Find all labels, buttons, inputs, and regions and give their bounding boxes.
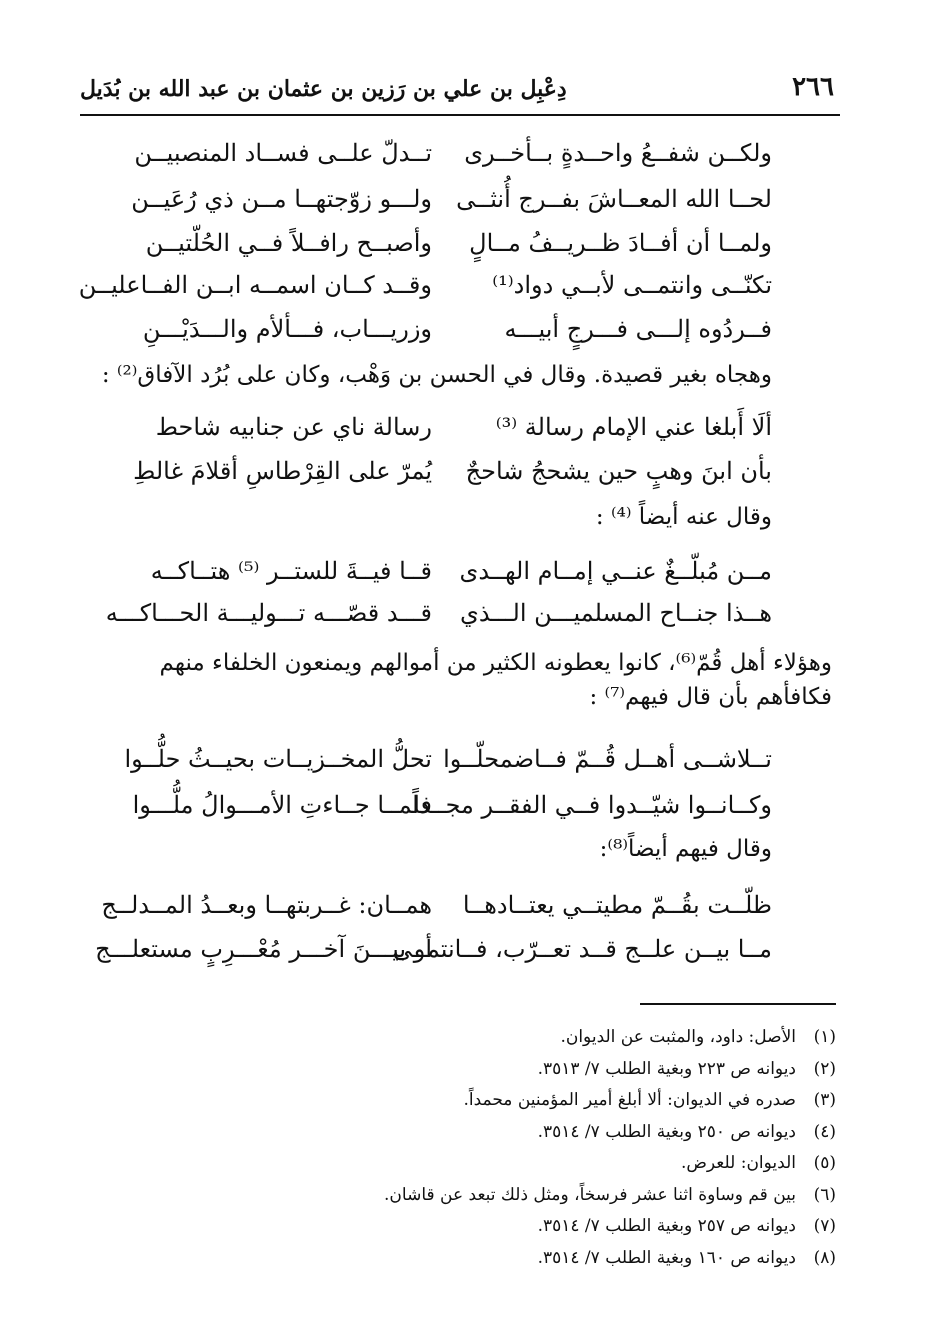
verse-7-second-hemistich: يُمرّ على القِرْطاسِ أقلامَ غالطِ <box>133 457 432 485</box>
verse-9-first-hemistich: هــذا جنــاح المسلميـــن الـــذي <box>460 599 772 627</box>
page-number: ٢٦٦ <box>792 72 834 102</box>
page-header <box>80 70 840 116</box>
verse-1-first-hemistich: ولكــن شفــعُ واحــدةٍ بــأخــرى <box>464 139 772 167</box>
verse-5-second-hemistich: وزريـــاب، فـــألأم والـــدَيْـــنِ <box>142 315 432 343</box>
footnote-item <box>116 1243 836 1275</box>
footnote-text: بين قم وساوة اثنا عشر فرسخاً، ومثل ذلك تبعد عن قاشان. <box>384 1184 796 1205</box>
footnote-number: (٣) <box>813 1090 836 1110</box>
footnote-number: (٤) <box>813 1121 836 1142</box>
verse-10-first-hemistich: تــلاشــى أهــل قُــمّ فــاضمحلّــوا <box>443 745 772 773</box>
verse-3-second-hemistich: وأصبــح رافــلاً فــي الحُلّتيــن <box>145 229 432 257</box>
prose-paragraph-1: وهجاه بغير قصيدة. وقال في الحسن بن وَهْب، وكان على بُرُد الآفاق⁽²⁾ : <box>101 362 772 388</box>
footnote-number: (٦) <box>813 1184 836 1205</box>
footnote-text: الأصل: داود، والمثبت عن الديوان. <box>560 1027 796 1047</box>
footnote-text: ديوانه ص ٢٥٧ وبغية الطلب ٧/ ٣٥١٤. <box>537 1216 796 1236</box>
prose-paragraph-3: وهؤلاء أهل قُمّ⁽⁶⁾، كانوا يعطونه الكثير من أموالهم ويمنعون الخلفاء منهم فكافأهم بأن قال فيهم⁽⁷⁾ : <box>159 650 832 710</box>
verse-12-first-hemistich: ظلّــت بقُــمّ مطيتــي يعتــادهــا <box>462 891 772 919</box>
footnote-number: (٢) <box>813 1058 836 1079</box>
footnote-item <box>116 1085 836 1117</box>
verse-10-second-hemistich: تحلُّ المخــزيــات بحيــثُ حلُّــوا <box>124 745 432 773</box>
prose-paragraph-4: وقال فيهم أيضاً⁽⁸⁾: <box>599 836 772 862</box>
verse-2-first-hemistich: لحــا الله المعــاشَ بفــرج أُنثــى <box>456 185 772 213</box>
verse-5-first-hemistich: فــردُوه إلـــى فـــرجٍ أبيـــه <box>504 315 772 343</box>
footnote-number: (٧) <box>813 1216 836 1236</box>
verse-11-first-hemistich: وكــانــوا شيّــدوا فــي الفقــر مجــداً <box>412 791 772 819</box>
verse-7-first-hemistich: بأن ابنَ وهبٍ حين يشحجُ شاحجٌ <box>465 457 772 485</box>
verse-9-second-hemistich: قـــد قصّـــه تـــوليـــة الحـــاكـــه <box>105 599 432 627</box>
footnote-text: ديوانه ص ٢٥٠ وبغية الطلب ٧/ ٣٥١٤. <box>537 1121 796 1142</box>
verse-4-first-hemistich: تكنّــى وانتمــى لأبــي دواد⁽¹⁾ <box>492 271 772 299</box>
verse-4-second-hemistich: وقــد كــان اسمــه ابــن الفــاعليــن <box>78 271 432 299</box>
running-title: دِعْبِل بن علي بن رَزين بن عثمان بن عبد الله بن بُدَيل <box>80 76 567 102</box>
footnote-number: (٨) <box>813 1247 836 1268</box>
verse-12-second-hemistich: همــان: غــربتهــا وبعــدُ المــدلــج <box>101 891 432 919</box>
footnote-separator <box>640 1003 836 1005</box>
verse-13-second-hemistich: أو بيـــنَ آخـــر مُعْـــرِبٍ مستعلـــج <box>95 935 432 963</box>
footnote-item <box>116 1022 836 1054</box>
verse-8-second-hemistich: قــا فيــةَ للستــر ⁽⁵⁾ هتــاكــه <box>150 557 432 585</box>
footnote-item <box>116 1054 836 1086</box>
footnote-text: ديوانه ص ٢٢٣ وبغية الطلب ٧/ ٣٥١٣. <box>537 1058 796 1079</box>
verse-6-second-hemistich: رسالة ناي عن جنابيه شاحط <box>155 413 432 441</box>
verse-3-first-hemistich: ولمــا أن أفــادَ ظــريــفُ مــالٍ <box>469 229 772 257</box>
footnote-item <box>116 1117 836 1149</box>
verse-13-first-hemistich: مــا بيــن علــج قــد تعــرّب، فــانتمــى <box>392 935 772 963</box>
footnote-number: (٥) <box>813 1153 836 1173</box>
footnote-item <box>116 1211 836 1243</box>
footnotes <box>116 1022 836 1274</box>
prose-paragraph-2: وقال عنه أيضاً ⁽⁴⁾ : <box>595 504 772 530</box>
footnote-text: الديوان: للعرض. <box>680 1153 796 1173</box>
footnote-text: ديوانه ص ١٦٠ وبغية الطلب ٧/ ٣٥١٤. <box>537 1247 796 1268</box>
footnote-text: صدره في الديوان: ألا أبلغ أمير المؤمنين محمداً. <box>463 1090 796 1110</box>
verse-11-second-hemistich: فلمــا جــاءتِ الأمـــوالُ ملُّـــوا <box>132 791 432 819</box>
verse-2-second-hemistich: ولـــو زوّجتهــا مــن ذي رُعَيــن <box>131 185 432 213</box>
verse-8-first-hemistich: مــن مُبلّــغٌ عنــي إمــام الهــدى <box>459 557 772 585</box>
verse-6-first-hemistich: ألَا أَبلغا عني الإمام رسالة ⁽³⁾ <box>495 413 772 441</box>
verse-1-second-hemistich: تــدلّ علــى فســاد المنصبيــن <box>134 139 432 167</box>
footnote-item <box>116 1180 836 1212</box>
footnote-item <box>116 1148 836 1180</box>
footnote-number: (١) <box>813 1027 836 1047</box>
